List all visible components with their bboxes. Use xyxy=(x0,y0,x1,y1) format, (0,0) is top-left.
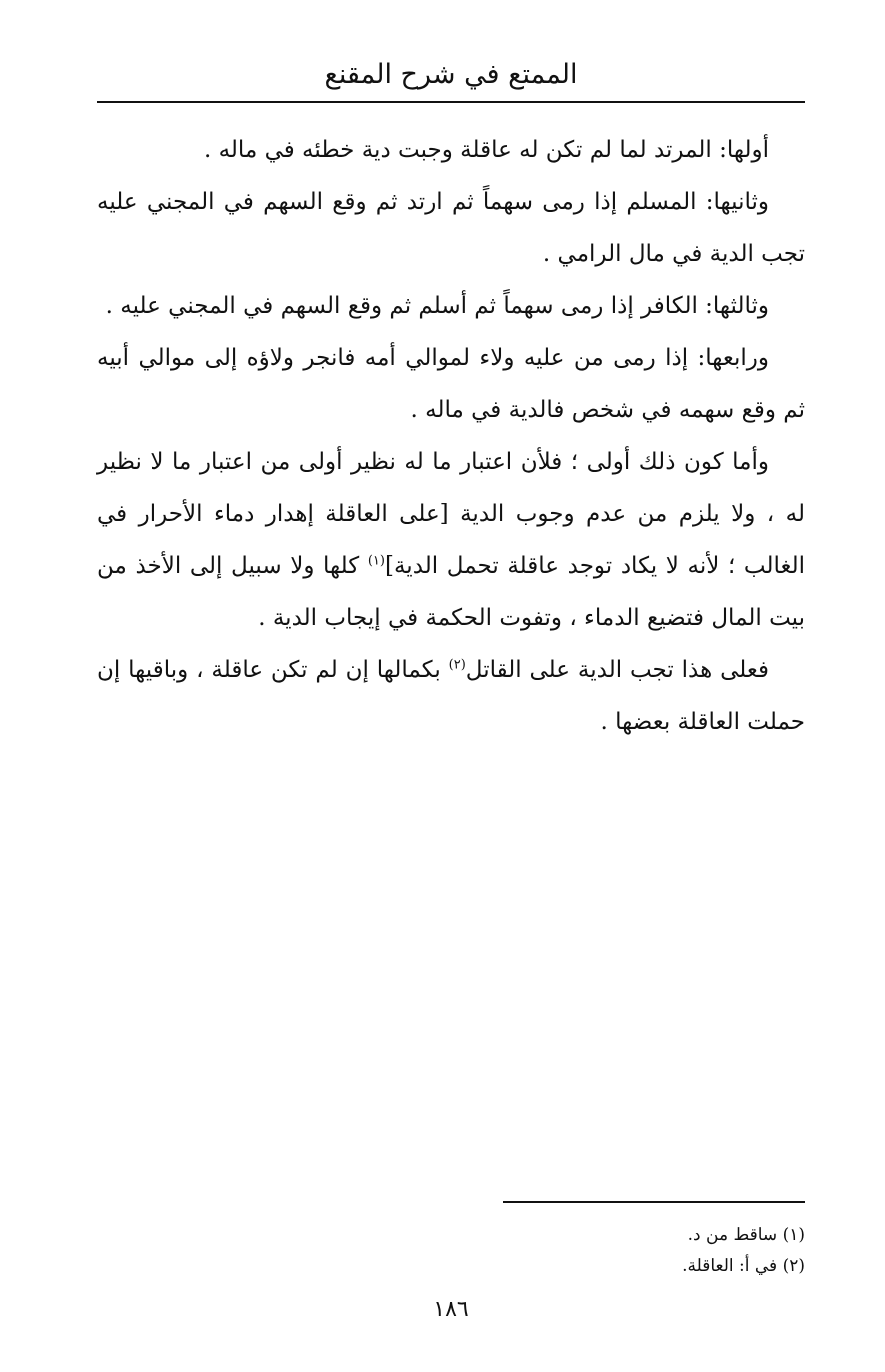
footnote-rule xyxy=(503,1201,805,1203)
page-number: ١٨٦ xyxy=(433,1297,469,1322)
footnote-1: (١) ساقط من د. xyxy=(687,1225,805,1245)
header-rule xyxy=(97,101,805,103)
paragraph-2: وثانيها: المسلم إذا رمى سهماً ثم ارتد ثم وقع السهم في المجني عليه تجب الدية في مال الرامي . xyxy=(97,189,805,267)
main-text xyxy=(97,124,805,748)
paragraph-5 xyxy=(97,436,805,644)
paragraph-6 xyxy=(97,644,805,748)
paragraph-4: ورابعها: إذا رمى من عليه ولاء لموالي أمه فانجر ولاؤه إلى موالي أبيه ثم وقع سهمه في شخص فالدية في ماله . xyxy=(97,345,805,423)
running-header: الممتع في شرح المقنع xyxy=(324,59,578,90)
paragraph-6-text-a: فعلى هذا تجب الدية على القاتل xyxy=(465,657,770,683)
paragraph-6-text-b: بكمالها إن لم تكن عاقلة ، وباقيها إن حملت العاقلة بعضها . xyxy=(97,657,805,735)
paragraph-5-text-a: وأما كون ذلك أولى ؛ فلأن اعتبار ما له نظير أولى من اعتبار ما لا نظير له ، ولا يلزم من عدم وجوب الدية [على العاقلة إهدار دماء الأحرار في الغالب ؛ لأنه لا يكاد توجد عاقلة تحمل الدية] xyxy=(97,449,805,579)
paragraph-1: أولها: المرتد لما لم تكن له عاقلة وجبت دية خطئه في ماله . xyxy=(203,137,769,163)
footnotes xyxy=(97,1220,805,1282)
footnote-ref-1[interactable]: (١) xyxy=(367,553,385,569)
footnote-ref-2[interactable]: (٢) xyxy=(448,657,466,673)
paragraph-5-text-b: كلها ولا سبيل إلى الأخذ من بيت المال فتضيع الدماء ، وتفوت الحكمة في إيجاب الدية . xyxy=(97,553,805,631)
footnote-2: (٢) في أ: العاقلة. xyxy=(682,1256,805,1276)
paragraph-3: وثالثها: الكافر إذا رمى سهماً ثم أسلم ثم وقع السهم في المجني عليه . xyxy=(105,293,769,319)
